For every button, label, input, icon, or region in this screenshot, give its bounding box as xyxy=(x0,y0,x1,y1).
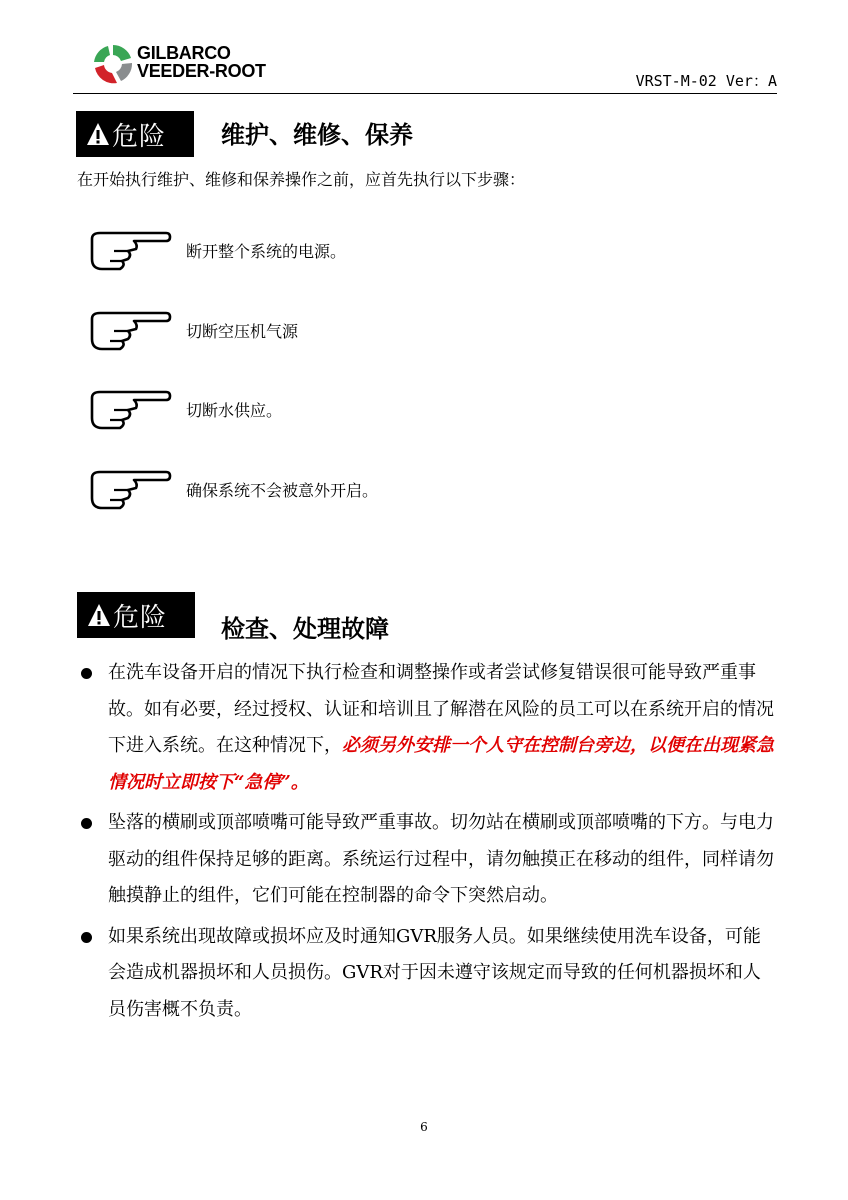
document-id: VRST-M-02 Ver：A xyxy=(635,72,777,90)
pointing-hand-icon xyxy=(88,464,172,512)
bullet-item xyxy=(75,805,777,915)
bullet-text: 在洗车设备开启的情况下执行检查和调整操作或者尝试修复错误很可能导致严重事故。如有必要，经过授权、认证和培训且了解潜在风险的员工可以在系统开启的情况下进入系统。在这种情况下， xyxy=(108,662,774,756)
bullet-dot-icon xyxy=(81,818,92,829)
warning-triangle-icon xyxy=(86,122,110,146)
bullet-text: 坠落的横刷或顶部喷嘴可能导致严重事故。切勿站在横刷或顶部喷嘴的下方。与电力驱动的组件保持足够的距离。系统运行过程中，请勿触摸正在移动的组件，同样请勿触摸静止的组件，它们可能在控制器的命令下突然启动。 xyxy=(108,812,774,906)
page-header xyxy=(73,40,777,94)
page-number: 6 xyxy=(420,1120,428,1134)
step-item xyxy=(88,305,688,355)
step-item xyxy=(88,464,688,514)
step-item xyxy=(88,225,688,275)
danger-badge xyxy=(77,592,195,638)
bullet-dot-icon xyxy=(81,932,92,943)
company-logo xyxy=(91,42,291,88)
pointing-hand-icon xyxy=(88,384,172,432)
logo-line1: GILBARCO xyxy=(137,43,231,63)
step-text: 确保系统不会被意外开启。 xyxy=(186,481,379,500)
section-title-maintenance: 维护、维修、保养 xyxy=(221,121,413,149)
danger-badge xyxy=(76,111,194,157)
step-item xyxy=(88,384,688,434)
warning-text: 必须另外安排一个人守在控制台旁边，以便在出现紧急情况时立即按下“急停”。 xyxy=(108,735,774,793)
bullet-item xyxy=(75,919,777,1029)
warning-triangle-icon xyxy=(87,603,111,627)
bullet-text: 如果系统出现故障或损坏应及时通知GVR服务人员。如果继续使用洗车设备，可能会造成机器损坏和人员损伤。GVR对于因未遵守该规定而导致的任何机器损坏和人员伤害概不负责。 xyxy=(108,925,761,1020)
pointing-hand-icon xyxy=(88,225,172,273)
section-title-troubleshooting: 检查、处理故障 xyxy=(221,615,389,643)
bullet-dot-icon xyxy=(81,668,92,679)
header-divider xyxy=(73,93,777,94)
intro-text: 在开始执行维护、维修和保养操作之前，应首先执行以下步骤： xyxy=(77,170,526,189)
logo-mark-icon xyxy=(91,42,135,86)
danger-badge-label: 危险 xyxy=(112,121,167,152)
step-text: 断开整个系统的电源。 xyxy=(186,242,347,261)
danger-badge-label: 危险 xyxy=(113,602,168,633)
logo-line2: VEEDER-ROOT xyxy=(137,61,266,81)
bullet-list xyxy=(75,655,777,1032)
logo-text xyxy=(137,44,266,80)
step-text: 切断水供应。 xyxy=(186,401,283,420)
step-text: 切断空压机气源 xyxy=(186,322,299,341)
pointing-hand-icon xyxy=(88,305,172,353)
bullet-item xyxy=(75,655,777,801)
